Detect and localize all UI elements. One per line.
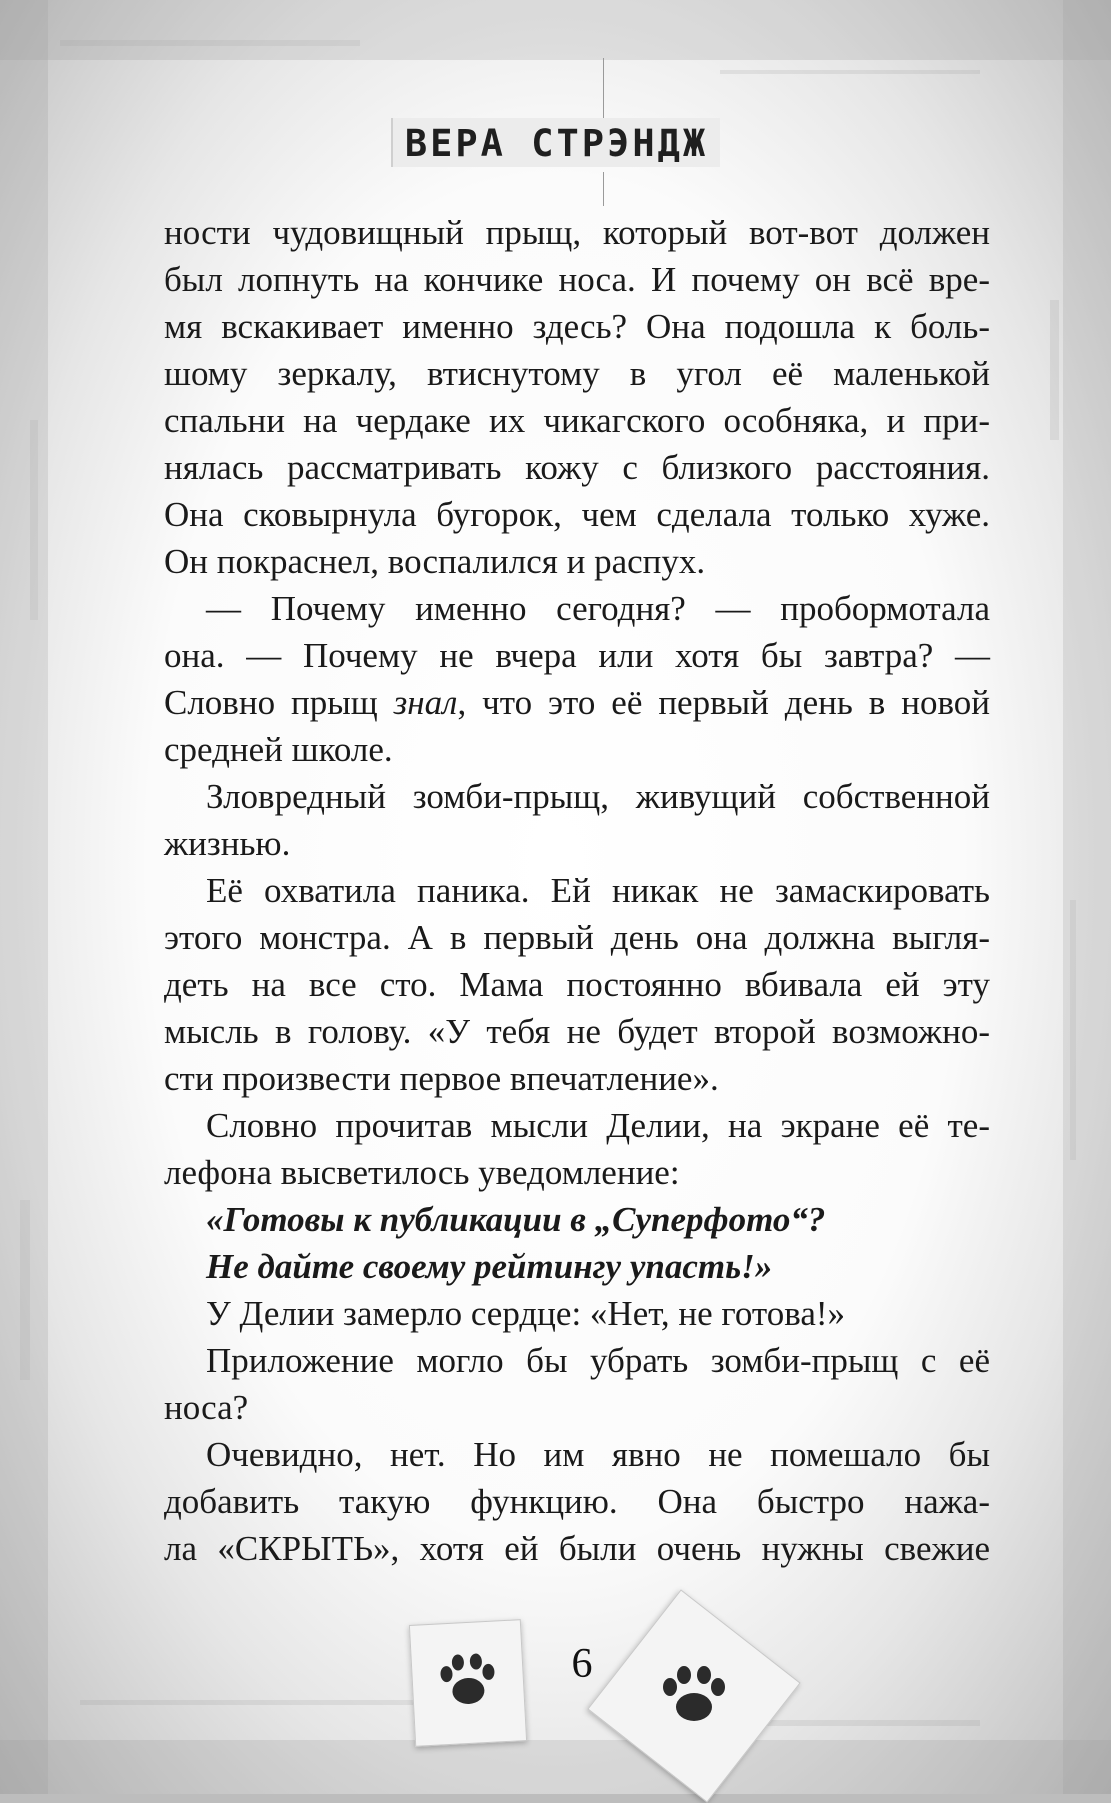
paw-card-left (409, 1619, 527, 1747)
emphasized-word: знал (393, 683, 458, 722)
text-line: добавить такую функцию. Она быстро нажа- (164, 1482, 990, 1521)
text-line: ла «СКРЫТЬ», хотя ей были очень нужны свежие (164, 1529, 990, 1568)
text-line: Очевидно, нет. Но им явно не помешало бы (206, 1435, 990, 1474)
text-line: Она сковырнула бугорок, чем сделала только хуже. (164, 495, 990, 534)
text-segment: Словно прыщ (164, 683, 394, 722)
text-line: Приложение могло бы убрать зомби-прыщ с её (206, 1341, 990, 1380)
text-line: шому зеркалу, втиснутому в угол её маленькой (164, 354, 990, 393)
text-line: средней школе. (164, 730, 393, 769)
page-footer (0, 1602, 1111, 1794)
text-line: жизнью. (164, 824, 291, 863)
dialogue-line: она. — Почему не вчера или хотя бы завтра? — (164, 636, 990, 675)
text-line: нялась рассматривать кожу с близкого расстояния. (164, 448, 990, 487)
text-line: этого монстра. А в первый день она должна выгля- (164, 918, 990, 957)
author-name: ВЕРА СТРЭНДЖ (391, 118, 720, 167)
header-guide-line-top (603, 58, 604, 124)
text-line: ности чудовищный прыщ, который вот-вот должен (164, 213, 990, 252)
text-line: мя вскакивает именно здесь? Она подошла к боль- (164, 307, 990, 346)
text-line: Он покраснел, воспалился и распух. (164, 542, 706, 581)
dialogue-line: — Почему именно сегодня? — пробормотала (206, 589, 990, 628)
header-guide-line-bottom (603, 172, 604, 206)
paw-print-icon (433, 1649, 502, 1712)
text-line: деть на все сто. Мама постоянно вбивала ей эту (164, 965, 990, 1004)
text-line: был лопнуть на кончике носа. И почему он всё вре- (164, 260, 990, 299)
page-number: 6 (571, 1641, 593, 1687)
notification-text: «Готовы к публикации в „Суперфото“? (206, 1200, 826, 1239)
text-line-with-emphasis (164, 679, 990, 726)
text-line: носа? (164, 1388, 249, 1427)
paw-card-right (587, 1589, 800, 1802)
text-line: У Делии замерло сердце: «Нет, не готова!» (206, 1294, 846, 1333)
running-header (0, 118, 1111, 167)
text-line: Её охватила паника. Ей никак не замаскировать (206, 871, 990, 910)
text-line: Словно прочитав мысли Делии, на экране её те- (206, 1106, 990, 1145)
body-text (164, 209, 990, 1572)
paw-print-icon (657, 1663, 731, 1729)
text-line: Зловредный зомби-прыщ, живущий собственной (206, 777, 990, 816)
text-line: сти произвести первое впечатление». (164, 1059, 719, 1098)
text-line: лефона высветилось уведомление: (164, 1153, 680, 1192)
text-segment: , что это её первый день в новой (457, 683, 990, 722)
text-line: мысль в голову. «У тебя не будет второй возможно- (164, 1012, 990, 1051)
notification-text: Не дайте своему рейтингу упасть!» (206, 1247, 773, 1286)
text-line: спальни на чердаке их чикагского особняка, и при- (164, 401, 990, 440)
